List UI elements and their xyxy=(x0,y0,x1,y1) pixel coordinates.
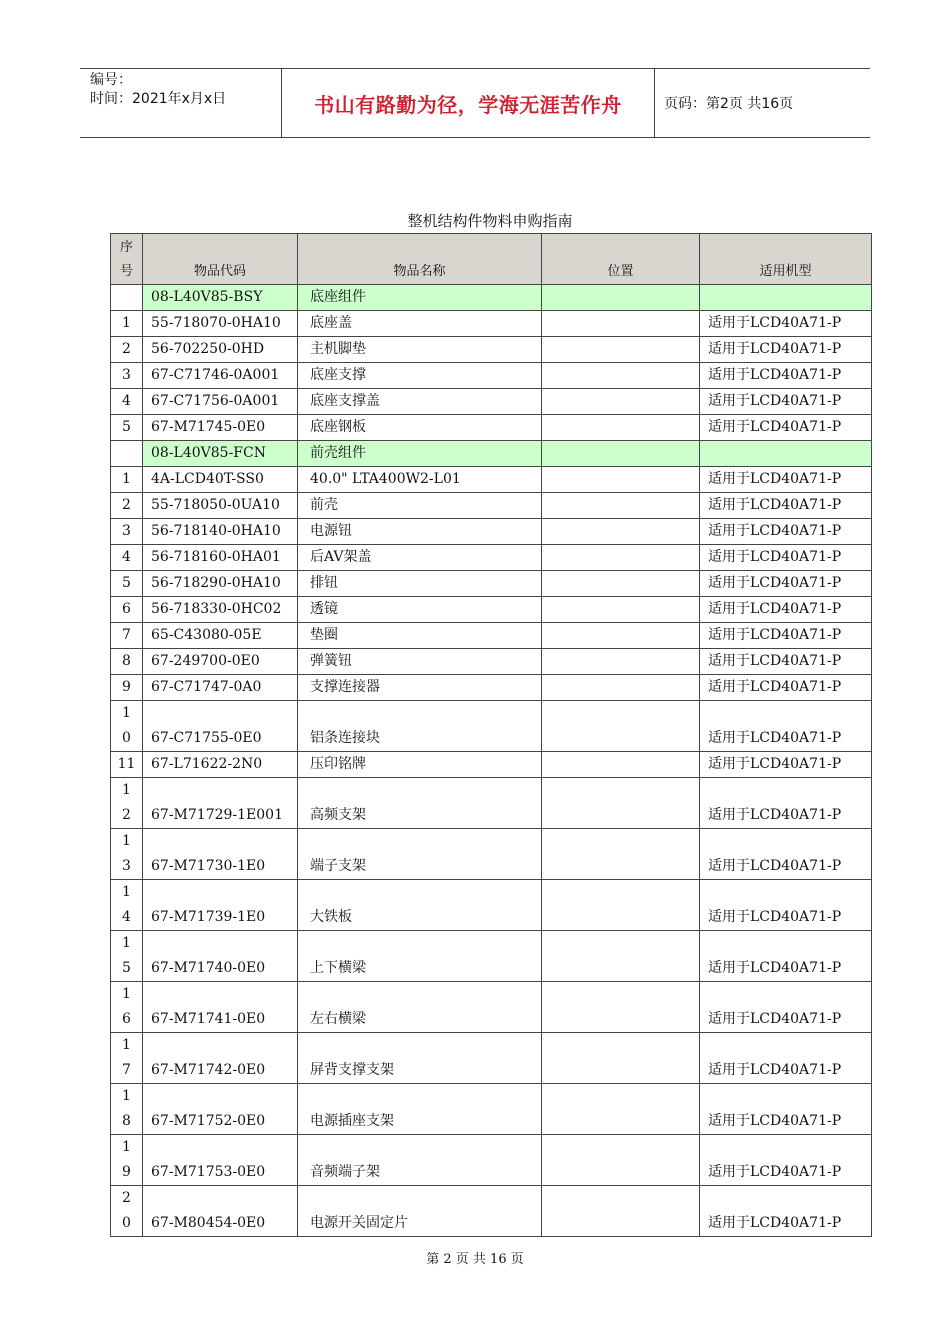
cell-code: 67-249700-0E0 xyxy=(143,649,298,675)
table-row xyxy=(111,1033,872,1084)
cell-name: 底座支撑 xyxy=(298,363,542,389)
cell-code: 67-C71755-0E0 xyxy=(143,701,298,752)
cell-seq xyxy=(111,285,143,311)
cell-seq: 2 xyxy=(111,337,143,363)
cell-code: 56-718290-0HA10 xyxy=(143,571,298,597)
cell-name: 主机脚垫 xyxy=(298,337,542,363)
header-seq-label: 序 号 xyxy=(119,240,133,279)
cell-code: 67-M71753-0E0 xyxy=(143,1135,298,1186)
cell-name: 压印铭牌 xyxy=(298,752,542,778)
number-label: 编号： xyxy=(90,72,132,88)
cell-code: 67-C71747-0A0 xyxy=(143,675,298,701)
cell-name: 电源插座支架 xyxy=(298,1084,542,1135)
cell-model xyxy=(700,441,872,467)
cell-code: 67-L71622-2N0 xyxy=(143,752,298,778)
cell-position xyxy=(542,880,700,931)
cell-code: 67-M71745-0E0 xyxy=(143,415,298,441)
cell-seq: 1 4 xyxy=(111,880,143,931)
table-row xyxy=(111,389,872,415)
cell-model: 适用于LCD40A71-P xyxy=(700,701,872,752)
cell-name: 大铁板 xyxy=(298,880,542,931)
cell-name: 屏背支撑支架 xyxy=(298,1033,542,1084)
cell-seq: 1 0 xyxy=(111,701,143,752)
table-row xyxy=(111,363,872,389)
cell-position xyxy=(542,752,700,778)
cell-code: 56-718160-0HA01 xyxy=(143,545,298,571)
cell-code: 65-C43080-05E xyxy=(143,623,298,649)
cell-model: 适用于LCD40A71-P xyxy=(700,467,872,493)
cell-code: 67-M71730-1E0 xyxy=(143,829,298,880)
cell-name: 铝条连接块 xyxy=(298,701,542,752)
table-row xyxy=(111,752,872,778)
cell-name: 透镜 xyxy=(298,597,542,623)
cell-seq: 1 3 xyxy=(111,829,143,880)
cell-position xyxy=(542,778,700,829)
table-row xyxy=(111,337,872,363)
cell-code: 67-M71729-1E001 xyxy=(143,778,298,829)
cell-name: 垫圈 xyxy=(298,623,542,649)
cell-name: 后AV架盖 xyxy=(298,545,542,571)
cell-code: 56-702250-0HD xyxy=(143,337,298,363)
cell-model: 适用于LCD40A71-P xyxy=(700,1084,872,1135)
cell-model: 适用于LCD40A71-P xyxy=(700,389,872,415)
cell-model: 适用于LCD40A71-P xyxy=(700,880,872,931)
time-label: 时间：2021年x月x日 xyxy=(90,91,227,107)
table-row xyxy=(111,519,872,545)
cell-name: 音频端子架 xyxy=(298,1135,542,1186)
cell-position xyxy=(542,285,700,311)
cell-seq: 11 xyxy=(111,752,143,778)
cell-position xyxy=(542,1084,700,1135)
cell-position xyxy=(542,493,700,519)
cell-code: 67-C71746-0A001 xyxy=(143,363,298,389)
cell-position xyxy=(542,415,700,441)
table-row xyxy=(111,649,872,675)
cell-code: 67-C71756-0A001 xyxy=(143,389,298,415)
cell-model: 适用于LCD40A71-P xyxy=(700,778,872,829)
materials-table xyxy=(110,233,872,1237)
header-code: 物品代码 xyxy=(143,234,298,285)
cell-name: 前壳组件 xyxy=(298,441,542,467)
cell-code: 67-M80454-0E0 xyxy=(143,1186,298,1237)
cell-code: 08-L40V85-BSY xyxy=(143,285,298,311)
cell-code: 56-718330-0HC02 xyxy=(143,597,298,623)
cell-model: 适用于LCD40A71-P xyxy=(700,337,872,363)
table-row xyxy=(111,571,872,597)
cell-model: 适用于LCD40A71-P xyxy=(700,415,872,441)
cell-model: 适用于LCD40A71-P xyxy=(700,623,872,649)
header-meta xyxy=(90,71,226,109)
cell-name: 底座钢板 xyxy=(298,415,542,441)
cell-position xyxy=(542,441,700,467)
cell-model: 适用于LCD40A71-P xyxy=(700,982,872,1033)
table-row xyxy=(111,982,872,1033)
cell-position xyxy=(542,829,700,880)
cell-model: 适用于LCD40A71-P xyxy=(700,649,872,675)
cell-name: 底座盖 xyxy=(298,311,542,337)
cell-seq: 9 xyxy=(111,675,143,701)
cell-seq: 1 xyxy=(111,311,143,337)
cell-seq: 1 9 xyxy=(111,1135,143,1186)
cell-name: 底座组件 xyxy=(298,285,542,311)
cell-position xyxy=(542,571,700,597)
table-row xyxy=(111,415,872,441)
cell-code: 56-718140-0HA10 xyxy=(143,519,298,545)
cell-model: 适用于LCD40A71-P xyxy=(700,1186,872,1237)
cell-code: 67-M71742-0E0 xyxy=(143,1033,298,1084)
table-row xyxy=(111,829,872,880)
cell-model: 适用于LCD40A71-P xyxy=(700,311,872,337)
table-group-row xyxy=(111,285,872,311)
cell-model: 适用于LCD40A71-P xyxy=(700,931,872,982)
cell-seq: 4 xyxy=(111,545,143,571)
cell-seq: 1 5 xyxy=(111,931,143,982)
table-row xyxy=(111,311,872,337)
table-header-row xyxy=(111,234,872,285)
cell-position xyxy=(542,623,700,649)
cell-name: 前壳 xyxy=(298,493,542,519)
table-row xyxy=(111,545,872,571)
cell-seq: 2 xyxy=(111,493,143,519)
table-group-row xyxy=(111,441,872,467)
cell-position xyxy=(542,675,700,701)
table-row xyxy=(111,1186,872,1237)
cell-position xyxy=(542,389,700,415)
cell-model xyxy=(700,285,872,311)
cell-seq: 3 xyxy=(111,519,143,545)
cell-model: 适用于LCD40A71-P xyxy=(700,363,872,389)
cell-seq: 1 7 xyxy=(111,1033,143,1084)
cell-seq: 5 xyxy=(111,571,143,597)
cell-position xyxy=(542,1135,700,1186)
table-row xyxy=(111,467,872,493)
header-divider xyxy=(654,69,655,137)
cell-model: 适用于LCD40A71-P xyxy=(700,829,872,880)
table-row xyxy=(111,493,872,519)
cell-code: 67-M71739-1E0 xyxy=(143,880,298,931)
cell-position xyxy=(542,701,700,752)
cell-seq: 6 xyxy=(111,597,143,623)
cell-seq: 1 2 xyxy=(111,778,143,829)
cell-position xyxy=(542,363,700,389)
cell-model: 适用于LCD40A71-P xyxy=(700,1033,872,1084)
header-model: 适用机型 xyxy=(700,234,872,285)
cell-position xyxy=(542,931,700,982)
cell-seq: 2 0 xyxy=(111,1186,143,1237)
cell-name: 电源开关固定片 xyxy=(298,1186,542,1237)
cell-name: 支撑连接器 xyxy=(298,675,542,701)
document-title: 整机结构件物料申购指南 xyxy=(407,212,573,230)
header-motto: 书山有路勤为径，学海无涯苦作舟 xyxy=(314,93,622,117)
cell-name: 高频支架 xyxy=(298,778,542,829)
cell-name: 左右横梁 xyxy=(298,982,542,1033)
cell-position xyxy=(542,982,700,1033)
cell-code: 67-M71740-0E0 xyxy=(143,931,298,982)
cell-name: 40.0" LTA400W2-L01 xyxy=(298,467,542,493)
cell-seq: 4 xyxy=(111,389,143,415)
cell-code: 4A-LCD40T-SS0 xyxy=(143,467,298,493)
cell-code: 67-M71752-0E0 xyxy=(143,1084,298,1135)
table-row xyxy=(111,597,872,623)
cell-code: 55-718050-0UA10 xyxy=(143,493,298,519)
cell-name: 排钮 xyxy=(298,571,542,597)
header-name: 物品名称 xyxy=(298,234,542,285)
cell-model: 适用于LCD40A71-P xyxy=(700,597,872,623)
cell-seq: 1 xyxy=(111,467,143,493)
table-row xyxy=(111,623,872,649)
cell-seq: 3 xyxy=(111,363,143,389)
cell-code: 08-L40V85-FCN xyxy=(143,441,298,467)
cell-seq: 1 6 xyxy=(111,982,143,1033)
cell-position xyxy=(542,649,700,675)
cell-seq: 5 xyxy=(111,415,143,441)
cell-seq: 8 xyxy=(111,649,143,675)
cell-position xyxy=(542,467,700,493)
cell-model: 适用于LCD40A71-P xyxy=(700,519,872,545)
header-page-label: 页码：第2页 共16页 xyxy=(664,96,794,112)
cell-name: 上下横梁 xyxy=(298,931,542,982)
cell-position xyxy=(542,519,700,545)
cell-position xyxy=(542,337,700,363)
cell-model: 适用于LCD40A71-P xyxy=(700,752,872,778)
cell-position xyxy=(542,545,700,571)
cell-model: 适用于LCD40A71-P xyxy=(700,1135,872,1186)
cell-model: 适用于LCD40A71-P xyxy=(700,571,872,597)
table-row xyxy=(111,1084,872,1135)
page-header xyxy=(80,68,870,138)
cell-position xyxy=(542,597,700,623)
cell-seq xyxy=(111,441,143,467)
table-row xyxy=(111,1135,872,1186)
header-seq xyxy=(111,234,143,285)
table-row xyxy=(111,880,872,931)
cell-name: 电源钮 xyxy=(298,519,542,545)
table-body xyxy=(111,285,872,1237)
cell-name: 底座支撑盖 xyxy=(298,389,542,415)
table-row xyxy=(111,675,872,701)
cell-position xyxy=(542,1186,700,1237)
cell-model: 适用于LCD40A71-P xyxy=(700,493,872,519)
header-position: 位置 xyxy=(542,234,700,285)
table-row xyxy=(111,701,872,752)
table-row xyxy=(111,931,872,982)
cell-position xyxy=(542,311,700,337)
cell-code: 67-M71741-0E0 xyxy=(143,982,298,1033)
cell-position xyxy=(542,1033,700,1084)
cell-model: 适用于LCD40A71-P xyxy=(700,545,872,571)
cell-seq: 7 xyxy=(111,623,143,649)
cell-name: 端子支架 xyxy=(298,829,542,880)
table-row xyxy=(111,778,872,829)
cell-code: 55-718070-0HA10 xyxy=(143,311,298,337)
cell-seq: 1 8 xyxy=(111,1084,143,1135)
cell-model: 适用于LCD40A71-P xyxy=(700,675,872,701)
page-footer: 第 2 页 共 16 页 xyxy=(426,1252,524,1267)
cell-name: 弹簧钮 xyxy=(298,649,542,675)
